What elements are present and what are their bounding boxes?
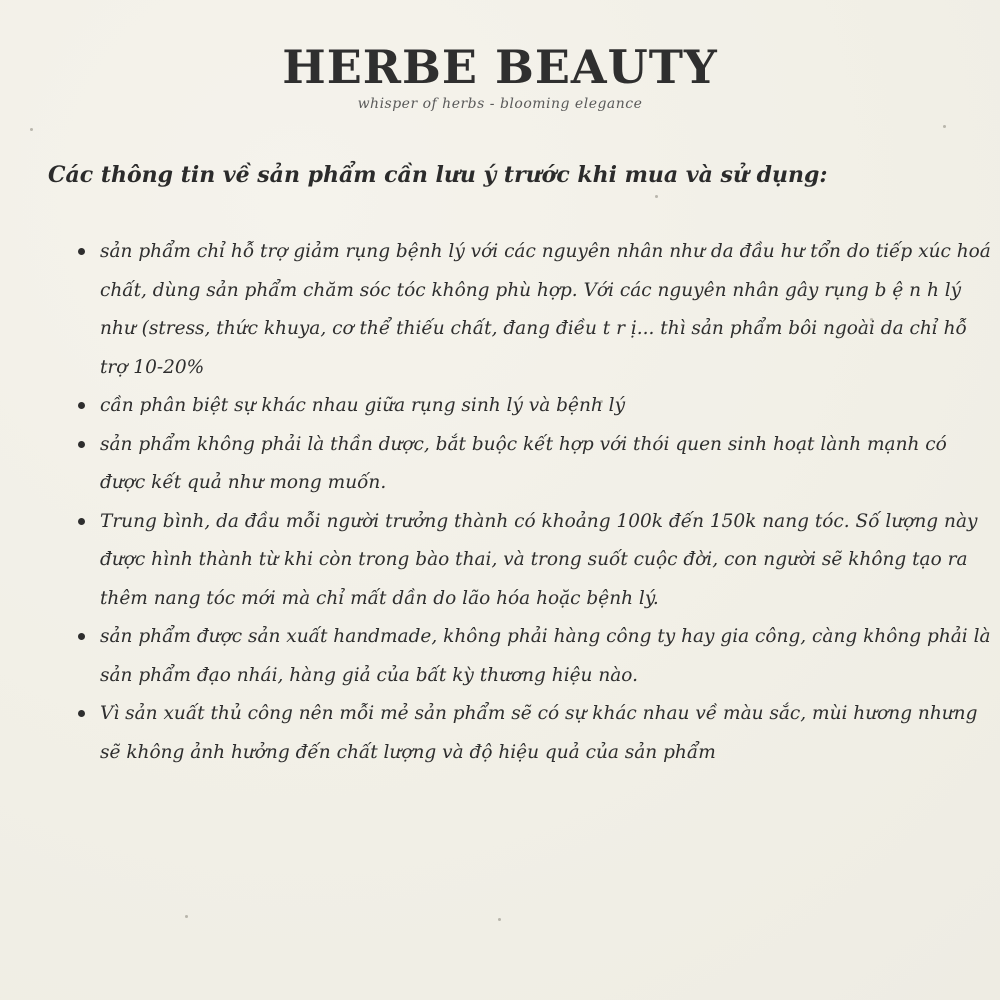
paper-speck [655,195,658,198]
notice-heading: Các thông tin về sản phẩm cần lưu ý trước khi mua và sử dụng: [48,162,828,188]
paper-speck [943,125,946,128]
list-item [100,387,995,426]
bullet-icon [78,402,85,409]
bullet-icon [78,441,85,448]
paper-speck [498,918,501,921]
bullet-icon [78,633,85,640]
list-item-text: sản phẩm không phải là thần dược, bắt buộc kết hợp với thói quen sinh hoạt lành mạnh có được kết quả như mong muốn. [100,433,947,493]
brand-header [0,40,1000,112]
list-item [100,695,995,772]
paper-speck [30,128,33,131]
list-item-text: Vì sản xuất thủ công nên mỗi mẻ sản phẩm sẽ có sự khác nhau về màu sắc, mùi hương nhưng sẽ không ảnh hưởng đến chất lượng và độ hiệu quả của sản phẩm [100,703,978,763]
list-item-text: cần phân biệt sự khác nhau giữa rụng sinh lý và bệnh lý [100,395,626,416]
brand-tagline: whisper of herbs - blooming elegance [357,96,643,112]
notice-list [62,233,995,772]
list-item [100,503,995,619]
bullet-icon [78,710,85,717]
bullet-icon [78,518,85,525]
list-item [100,426,995,503]
bullet-icon [78,248,85,255]
list-item-text: sản phẩm được sản xuất handmade, không phải hàng công ty hay gia công, càng không phải là sản phẩm đạo nhái, hàng giả của bất kỳ thương hiệu nào. [100,626,991,686]
paper-speck [185,915,188,918]
list-item-text: Trung bình, da đầu mỗi người trưởng thành có khoảng 100k đến 150k nang tóc. Số lượng này được hình thành từ khi còn trong bào thai, và trong suốt cuộc đời, con người sẽ không tạo ra thêm nang tóc mới mà chỉ mất dần do lão hóa hoặc bệnh lý. [100,510,978,609]
list-item [100,233,995,387]
list-item-text: sản phẩm chỉ hỗ trợ giảm rụng bệnh lý với các nguyên nhân như da đầu hư tổn do tiếp xúc hoá chất, dùng sản phẩm chăm sóc tóc không phù hợp. Với các nguyên nhân gây rụng b ệ n h lý như (stress, thức khuya, cơ thể thiếu chất, đang điều t r ị... thì sản phẩm bôi ngoài da chỉ hỗ trợ 10-20% [100,241,991,378]
list-item [100,618,995,695]
brand-title: HERBE BEAUTY [282,40,718,94]
